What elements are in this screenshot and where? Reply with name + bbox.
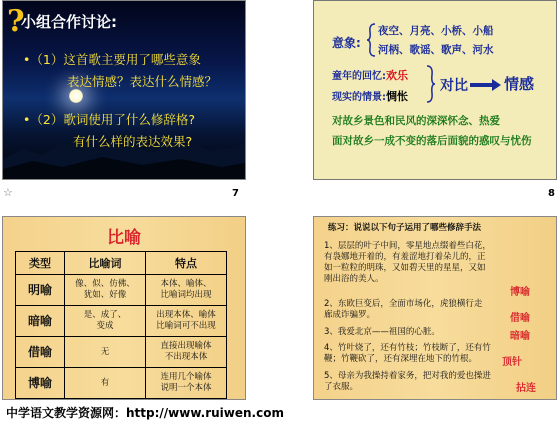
words-cell: 是、成了、 变成 [65, 306, 146, 337]
slide-title: 比喻 [107, 228, 141, 248]
table-row [16, 306, 227, 337]
table-header-row [16, 252, 227, 275]
slide-rhetoric-exercise [313, 216, 557, 400]
metaphor-types-table [15, 251, 227, 399]
question-2-line-1: •（2）歌词使用了什么修辞格? [23, 112, 195, 127]
answer-5: 拈连 [516, 383, 536, 394]
summary-line-2: 面对故乡一成不变的落后面貌的惑叹与忧伤 [332, 135, 532, 147]
answer-1: 博喻 [510, 287, 530, 298]
feature-cell: 本体、喻体、 比喻词均出现 [146, 275, 227, 306]
contrast-label: 对比 [440, 78, 468, 94]
exercise-item-2: 2、东欧巨变后，全面市场化，虎狼横行走 廊成诈骗罗。 [324, 299, 483, 320]
feature-cell: 直接出现喻体 不出现本体 [146, 337, 227, 368]
type-cell: 博喻 [16, 368, 65, 399]
exercise-item-1: 1、层层的叶子中间，零星地点缀着些白花， 有袅娜地开着的，有羞涩地打着朵儿的，正 如一粒粒的明珠，又如碧天里的星星，又如 刚出浴的美人。 [324, 241, 491, 284]
question-1-line-1: •（1）这首歌主要用了哪些意象 [23, 52, 201, 67]
header-words: 比喻词 [65, 252, 146, 275]
type-cell: 暗喻 [16, 306, 65, 337]
question-1-line-2: 表达情感？表达什么情感？ [67, 74, 218, 89]
header-type: 类型 [16, 252, 65, 275]
slide-7-discussion [2, 0, 246, 180]
star-icon: ☆ [3, 186, 13, 199]
footer-source: 中学语文教学资源网：http://www.ruiwen.com [6, 406, 284, 420]
words-cell: 无 [65, 337, 146, 368]
type-cell: 明喻 [16, 275, 65, 306]
type-cell: 借喻 [16, 337, 65, 368]
arrow-right-icon [470, 79, 502, 91]
answer-4: 顶针 [502, 357, 522, 368]
memory-row: 童年的回忆:欢乐 [332, 69, 408, 82]
table-row [16, 275, 227, 306]
answer-2: 借喻 [510, 313, 530, 324]
brace-icon [426, 65, 436, 103]
feature-cell: 连用几个喻体 说明一个本体 [146, 368, 227, 399]
exercise-item-5: 5、母亲为我操持着家务，把对我的爱也操进 了衣服。 [324, 371, 491, 392]
slide-8-analysis [313, 0, 557, 180]
page-number: 7 [232, 188, 239, 199]
answer-3: 暗喻 [510, 331, 530, 342]
words-cell: 有 [65, 368, 146, 399]
imagery-line-1: 夜空、月亮、小桥、小船 [378, 25, 494, 37]
feature-cell: 出现本体、喻体 比喻词可不出现 [146, 306, 227, 337]
table-row [16, 337, 227, 368]
imagery-label: 意象: [332, 36, 361, 50]
header-feature: 特点 [146, 252, 227, 275]
exercise-item-3: 3、我爱北京——祖国的心脏。 [324, 327, 440, 337]
question-mark-icon: ? [7, 4, 25, 39]
reality-row: 现实的情景:惆怅 [332, 90, 408, 103]
emotion-label: 情感 [504, 75, 535, 93]
brace-icon [366, 23, 376, 57]
table-row [16, 368, 227, 399]
imagery-line-2: 河柄、歌谣、歌声、河水 [378, 44, 494, 56]
slide-simile-table [2, 216, 246, 400]
words-cell: 像、似、仿佛、 犹如、好像 [65, 275, 146, 306]
page-number: 8 [548, 188, 555, 199]
slide-title: 小组合作讨论: [21, 13, 117, 31]
summary-line-1: 对故乡景色和民风的深深怀念、热爱 [332, 115, 500, 127]
exercise-heading: 练习：说说以下句子运用了哪些修辞手法 [328, 223, 482, 233]
exercise-item-4: 4、竹叶烧了，还有竹枝；竹枝断了，还有竹 鞭；竹鞭砍了，还有深埋在地下的竹根。 [324, 343, 491, 364]
question-2-line-2: 有什么样的表达效果? [73, 134, 193, 149]
